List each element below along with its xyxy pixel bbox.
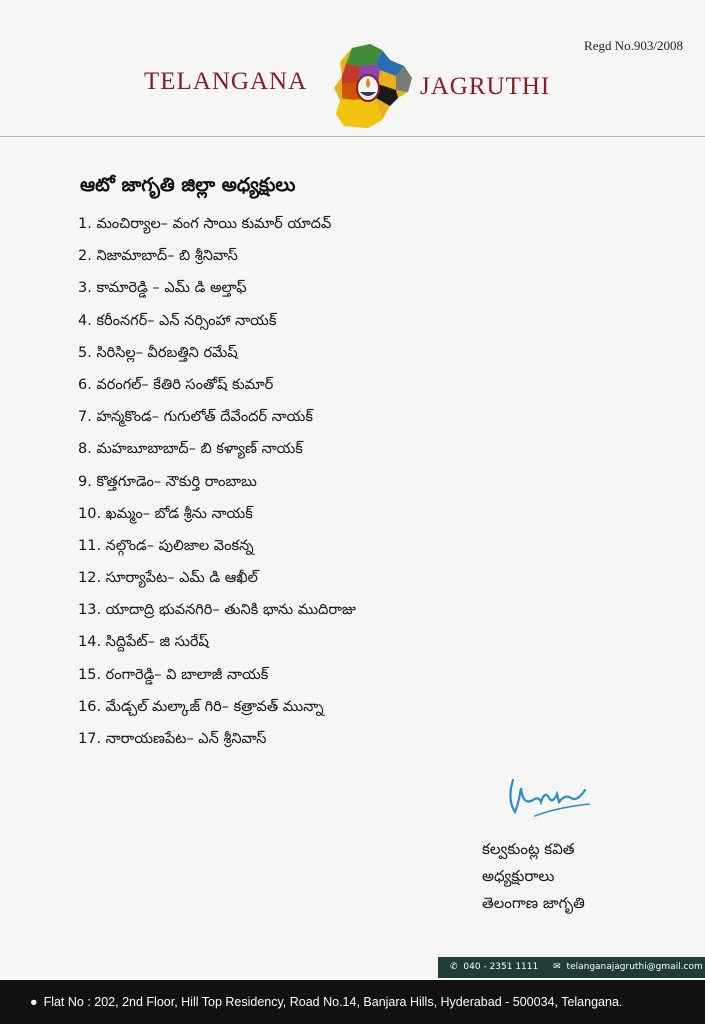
footer-address: Flat No : 202, 2nd Floor, Hill Top Residency, Road No.14, Banjara Hills, Hyderabad - 500034, Telangana. [43, 995, 623, 1009]
signatory-name: కల్వకుంట్ల కవిత [482, 840, 575, 858]
list-item: 11. నల్గొండ– పులిజాల వెంకన్న [78, 537, 254, 554]
list-item: 8. మహబూబాబాద్– బి కళ్యాణ్ నాయక్ [78, 441, 303, 458]
list-item: 3. కామారెడ్డి – ఎమ్ డి అల్తాఫ్ [78, 280, 247, 297]
list-item: 12. సూర్యాపేట– ఎమ్ డి ఆఖీల్ [78, 570, 258, 587]
list-item: 5. సిరిసిల్ల– వీరబత్తిని రమేష్ [78, 344, 238, 361]
list-item: 7. హన్మకొండ– గుగులోత్ దేవేందర్ నాయక్ [78, 409, 313, 426]
telangana-map-diya-logo-icon [330, 40, 416, 130]
brand-name-right: JAGRUTHI [420, 73, 551, 100]
list-item: 13. యాదాద్రి భువనగిరి– తునికి భాను ముదిరాజు [78, 602, 356, 619]
contact-bar [438, 957, 705, 978]
location-pin-icon: ● [30, 995, 38, 1009]
footer-address-bar [0, 980, 705, 1024]
signatory-role: అధ్యక్షురాలు [482, 867, 555, 885]
list-item: 1. మంచిర్యాల– వంగ సాయి కుమార్ యాదవ్ [78, 216, 332, 232]
list-item: 14. సిద్దిపేట్– జి సురేష్ [78, 634, 209, 651]
phone-number: 040 - 2351 1111 [463, 962, 539, 972]
handwritten-signature [505, 772, 595, 822]
signatory-block [482, 836, 585, 917]
email-address: telanganajagruthi@gmail.com [566, 962, 703, 972]
brand-name-left: TELANGANA [144, 68, 308, 95]
signatory-org: తెలంగాణ జాగృతి [482, 894, 585, 912]
list-item: 6. వరంగల్– కేతిరి సంతోష్ కుమార్ [78, 376, 274, 393]
district-presidents-list [78, 208, 356, 755]
phone-icon: ✆ [450, 962, 458, 972]
list-item: 17. నారాయణపేట– ఎన్ శ్రీనివాస్ [78, 731, 267, 747]
header-divider [0, 136, 705, 137]
list-item: 4. కరీంనగర్– ఎన్ నర్సింహా నాయక్ [78, 312, 277, 329]
list-item: 10. ఖమ్మం– బోడ శ్రీను నాయక్ [78, 505, 253, 522]
list-item: 9. కొత్తగూడెం– నౌకుర్తి రాంబాబు [78, 473, 257, 490]
list-item: 16. మేడ్చల్ మల్కాజ్ గిరి– కత్రావత్ మున్నా [78, 698, 324, 715]
registration-number: Regd No.903/2008 [584, 38, 683, 53]
email-icon: ✉ [553, 962, 561, 972]
list-item: 15. రంగారెడ్డి– వి బాలాజీ నాయక్ [78, 666, 269, 683]
list-item: 2. నిజామాబాద్– బి శ్రీనివాస్ [78, 248, 238, 265]
page-title: ఆటో జాగృతి జిల్లా అధ్యక్షులు [80, 174, 296, 196]
